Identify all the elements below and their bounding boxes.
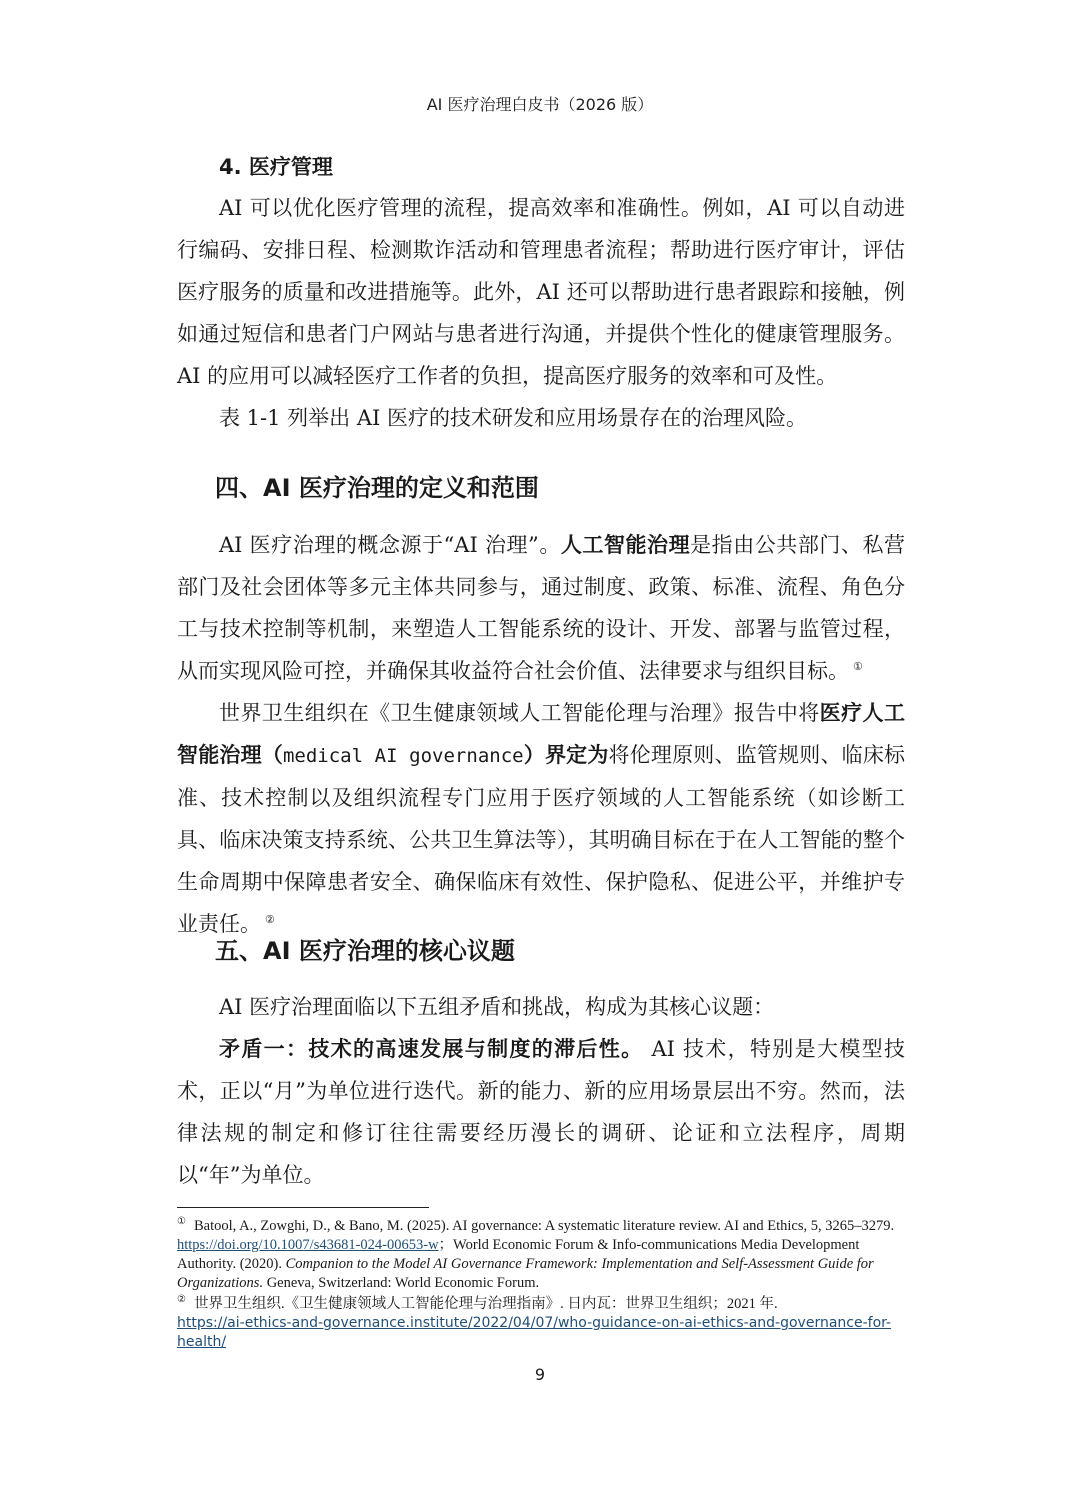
running-header: AI 医疗治理白皮书（2026 版） xyxy=(426,95,654,114)
paragraph-medical-management: AI 可以优化医疗管理的流程，提高效率和准确性。例如，AI 可以自动进行编码、安排日程、检测欺诈活动和管理患者流程；帮助进行医疗审计，评估医疗服务的质量和改进措施等。此外，AI 还可以帮助进行患者跟踪和接触，例如通过短信和患者门户网站与患者进行沟通，并提供个性化的健康管理服务。AI 的应用可以减轻医疗工作者的负担，提高医疗服务的效率和可及性。 xyxy=(177,196,905,388)
footnote-2-url-line xyxy=(177,1314,917,1352)
footnote-1-doi-link[interactable]: https://doi.org/10.1007/s43681-024-00653-w xyxy=(177,1237,439,1253)
subsection-4-body xyxy=(177,187,905,439)
footnotes xyxy=(177,1217,917,1352)
term-defined-as: ）界定为 xyxy=(523,742,609,767)
footnote-divider xyxy=(177,1207,429,1208)
footnote-2-marker: ② xyxy=(177,1294,186,1306)
term-medical-ai-governance: 医疗人工智能治理（ xyxy=(177,700,906,767)
footnote-1-marker: ① xyxy=(177,1216,186,1228)
paragraph-contradiction-one: 矛盾一：技术的高速发展与制度的滞后性。 AI 技术，特别是大模型技术，正以“月”为单位进行迭代。新的能力、新的应用场景层出不穷。然而，法律法规的制定和修订往往需要经历漫长的调研、论证和立法程序，周期以“年”为单位。 xyxy=(177,1036,905,1187)
footnote-1-title: Companion to the Model AI Governance Framework: Implementation and Self-Assessment Guide for Organizations. xyxy=(177,1256,874,1291)
footnote-ref-2[interactable]: ② xyxy=(265,913,275,926)
subsection-heading-medical-management: 4. 医疗管理 xyxy=(219,155,333,179)
section-5-body xyxy=(177,986,905,1196)
footnote-2-link[interactable]: https://ai-ethics-and-governance.institute/2022/04/07/who-guidance-on-ai-ethics-and-governance-for-health/ xyxy=(177,1315,892,1350)
footnote-1: ① Batool, A., Zowghi, D., & Bano, M. (2025). AI governance: A systematic literature review. AI and Ethics, 5, 3265–3279. https://doi.org/10.1007/s43681-024-00653-w；World Economic Forum & Info-communications Media Development Authority. (2020). Companion to the Model AI Governance Framework: Implementation and Self-Assessment Guide for Organizations. Geneva, Switzerland: World Economic Forum. xyxy=(177,1216,895,1291)
contradiction-one-title: 矛盾一：技术的高速发展与制度的滞后性。 xyxy=(219,1036,644,1061)
paragraph-who-definition: 世界卫生组织在《卫生健康领域人工智能伦理与治理》报告中将医疗人工智能治理（medical AI governance）界定为将伦理原则、监管规则、临床标准、技术控制以及组织流程专门应用于医疗领域的人工智能系统（如诊断工具、临床决策支持系统、公共卫生算法等），其明确目标在于在人工智能的整个生命周期中保障患者安全、确保临床有效性、保护隐私、促进公平，并维护专业责任。 ② xyxy=(177,700,906,936)
section-heading-core-issues: 五、AI 医疗治理的核心议题 xyxy=(215,937,515,965)
paragraph-ai-governance-definition: AI 医疗治理的概念源于“AI 治理”。人工智能治理是指由公共部门、私营部门及社会团体等多元主体共同参与，通过制度、政策、标准、流程、角色分工与技术控制等机制，来塑造人工智能系统的设计、开发、部署与监管过程，从而实现风险可控，并确保其收益符合社会价值、法律要求与组织目标。 ① xyxy=(177,532,905,683)
paragraph-core-issues-intro: AI 医疗治理面临以下五组矛盾和挑战，构成为其核心议题： xyxy=(219,995,775,1019)
page-number: 9 xyxy=(534,1365,546,1384)
footnote-ref-1[interactable]: ① xyxy=(853,660,863,673)
section-heading-definition-scope: 四、AI 医疗治理的定义和范围 xyxy=(215,474,539,502)
footnote-2: ② 世界卫生组织.《卫生健康领域人工智能伦理与治理指南》. 日内瓦：世界卫生组织；2021 年. xyxy=(177,1294,778,1312)
term-ai-governance: 人工智能治理 xyxy=(560,532,691,557)
paragraph-table-reference: 表 1-1 列举出 AI 医疗的技术研发和应用场景存在的治理风险。 xyxy=(219,406,807,430)
section-4-body xyxy=(177,524,905,945)
term-english: medical AI governance xyxy=(282,745,524,767)
